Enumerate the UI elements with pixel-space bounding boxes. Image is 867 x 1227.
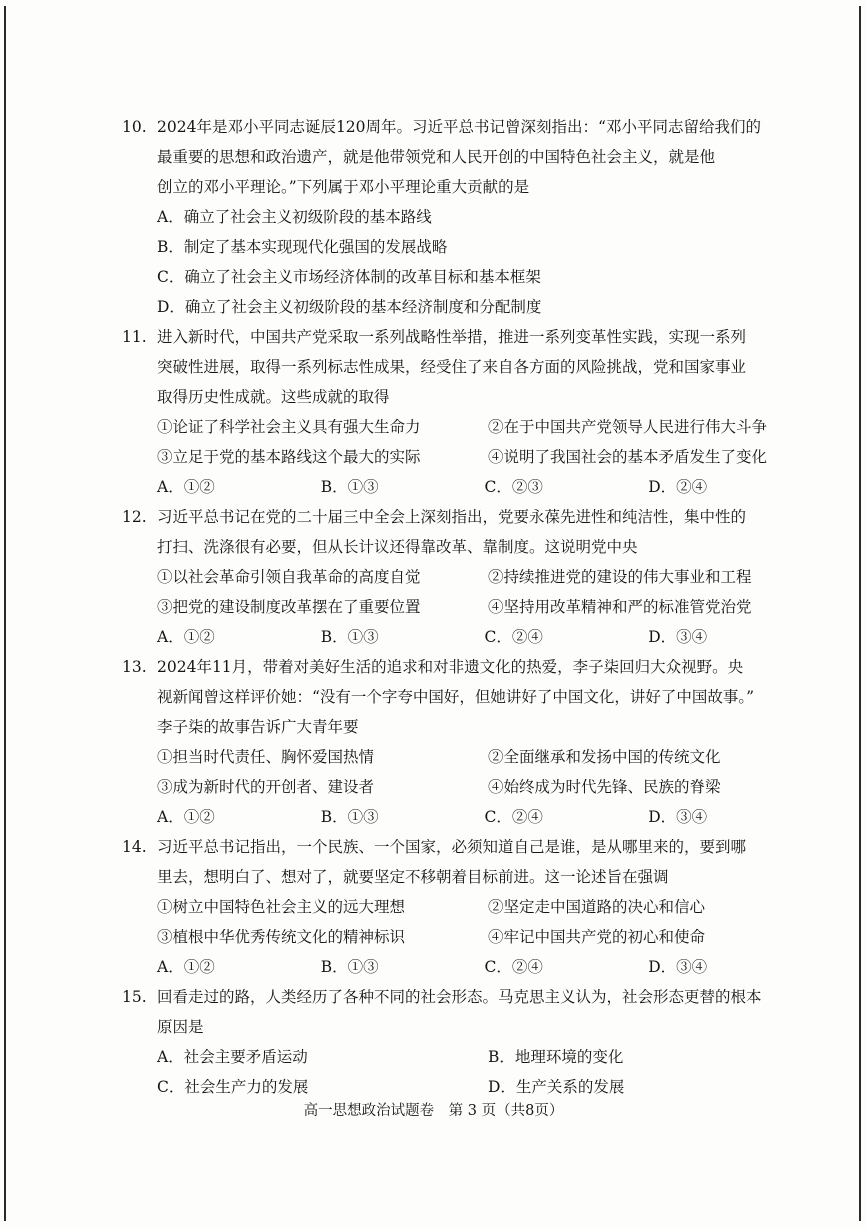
question-stem: 突破性进展，取得一系列标志性成果，经受住了来自各方面的风险挑战，党和国家事业 xyxy=(157,358,747,376)
question-11 xyxy=(122,322,812,502)
choice-b: B．①③ xyxy=(320,808,379,826)
statement-row xyxy=(122,562,812,592)
statement-1: ①论证了科学社会主义具有强大生命力 xyxy=(157,418,421,436)
question-number: 13. xyxy=(122,658,147,676)
question-number: 15. xyxy=(122,988,147,1006)
question-stem: 进入新时代，中国共产党采取一系列战略性举措，推进一系列变革性实践，实现一系列 xyxy=(157,328,747,346)
choice-d: D．③④ xyxy=(648,628,708,646)
question-stem: 2024年是邓小平同志诞辰120周年。习近平总书记曾深刻指出：“邓小平同志留给我们的 xyxy=(157,118,761,136)
option-c: C．确立了社会主义市场经济体制的改革目标和基本框架 xyxy=(157,268,541,286)
choice-b: B．①③ xyxy=(320,628,379,646)
choice-a: A．①② xyxy=(157,628,215,646)
statement-2: ②在于中国共产党领导人民进行伟大斗争 xyxy=(488,418,768,436)
choice-row xyxy=(122,802,812,832)
question-stem: 里去，想明白了、想对了，就要坚定不移朝着目标前进。这一论述旨在强调 xyxy=(157,868,669,886)
question-12 xyxy=(122,502,812,652)
question-stem: 2024年11月，带着对美好生活的追求和对非遗文化的热爱，李子柒回归大众视野。央 xyxy=(157,658,744,676)
option-d: D．确立了社会主义初级阶段的基本经济制度和分配制度 xyxy=(157,298,542,316)
statement-2: ②坚定走中国道路的决心和信心 xyxy=(488,898,706,916)
choice-row xyxy=(122,472,812,502)
statement-4: ④说明了我国社会的基本矛盾发生了变化 xyxy=(488,448,768,466)
statement-3: ③把党的建设制度改革摆在了重要位置 xyxy=(157,598,421,616)
statement-row xyxy=(122,592,812,622)
question-stem: 打扫、洗涤很有必要，但从长计议还得靠改革、靠制度。这说明党中央 xyxy=(157,538,638,556)
option-row xyxy=(122,1042,812,1072)
statement-row xyxy=(122,742,812,772)
choice-b: B．①③ xyxy=(320,958,379,976)
choice-a: A．①② xyxy=(157,958,215,976)
statement-1: ①担当时代责任、胸怀爱国热情 xyxy=(157,748,375,766)
question-15 xyxy=(122,982,812,1102)
question-number: 11. xyxy=(122,328,147,346)
choice-c: C．②④ xyxy=(484,628,543,646)
question-stem: 原因是 xyxy=(157,1018,204,1036)
statement-3: ③成为新时代的开创者、建设者 xyxy=(157,778,375,796)
question-stem: 创立的邓小平理论。”下列属于邓小平理论重大贡献的是 xyxy=(157,178,530,196)
choice-c: C．②④ xyxy=(484,808,543,826)
question-stem: 李子柒的故事告诉广大青年要 xyxy=(157,718,359,736)
question-stem: 习近平总书记在党的二十届三中全会上深刻指出，党要永葆先进性和纯洁性，集中性的 xyxy=(157,508,747,526)
statement-1: ①树立中国特色社会主义的远大理想 xyxy=(157,898,406,916)
page-footer: 高一思想政治试题卷 第 3 页（共8页） xyxy=(303,1103,564,1119)
question-stem: 习近平总书记指出，一个民族、一个国家，必须知道自己是谁，是从哪里来的，要到哪 xyxy=(157,838,747,856)
choice-b: B．①③ xyxy=(320,478,379,496)
choice-d: D．③④ xyxy=(648,808,708,826)
question-number: 10. xyxy=(122,118,147,136)
choice-row xyxy=(122,622,812,652)
choice-d: D．③④ xyxy=(648,958,708,976)
question-number: 12. xyxy=(122,508,147,526)
option-c: C．社会生产力的发展 xyxy=(157,1078,309,1096)
statement-2: ②全面继承和发扬中国的传统文化 xyxy=(488,748,721,766)
statement-row xyxy=(122,772,812,802)
option-a: A．社会主要矛盾运动 xyxy=(157,1048,308,1066)
option-b: B．制定了基本实现现代化强国的发展战略 xyxy=(157,238,448,256)
statement-row xyxy=(122,922,812,952)
question-stem: 视新闻曾这样评价她：“没有一个字夸中国好，但她讲好了中国文化，讲好了中国故事。” xyxy=(157,688,755,706)
statement-4: ④始终成为时代先锋、民族的脊梁 xyxy=(488,778,721,796)
question-stem: 最重要的思想和政治遗产，就是他带领党和人民开创的中国特色社会主义，就是他 xyxy=(157,148,716,166)
statement-3: ③植根中华优秀传统文化的精神标识 xyxy=(157,928,406,946)
statement-row xyxy=(122,892,812,922)
statement-row xyxy=(122,412,812,442)
choice-a: A．①② xyxy=(157,808,215,826)
exam-content xyxy=(122,112,812,1102)
question-stem: 回看走过的路，人类经历了各种不同的社会形态。马克思主义认为，社会形态更替的根本 xyxy=(157,988,762,1006)
question-number: 14. xyxy=(122,838,147,856)
choice-a: A．①② xyxy=(157,478,215,496)
option-a: A．确立了社会主义初级阶段的基本路线 xyxy=(157,208,432,226)
choice-c: C．②③ xyxy=(484,478,543,496)
choice-c: C．②④ xyxy=(484,958,543,976)
statement-3: ③立足于党的基本路线这个最大的实际 xyxy=(157,448,421,466)
statement-4: ④牢记中国共产党的初心和使命 xyxy=(488,928,706,946)
question-stem: 取得历史性成就。这些成就的取得 xyxy=(157,388,390,406)
question-10 xyxy=(122,112,812,322)
statement-row xyxy=(122,442,812,472)
statement-4: ④坚持用改革精神和严的标准管党治党 xyxy=(488,598,752,616)
question-14 xyxy=(122,832,812,982)
option-b: B．地理环境的变化 xyxy=(488,1048,624,1066)
choice-row xyxy=(122,952,812,982)
option-row xyxy=(122,1072,812,1102)
option-d: D．生产关系的发展 xyxy=(488,1078,625,1096)
statement-2: ②持续推进党的建设的伟大事业和工程 xyxy=(488,568,752,586)
statement-1: ①以社会革命引领自我革命的高度自觉 xyxy=(157,568,421,586)
choice-d: D．②④ xyxy=(648,478,708,496)
question-13 xyxy=(122,652,812,832)
